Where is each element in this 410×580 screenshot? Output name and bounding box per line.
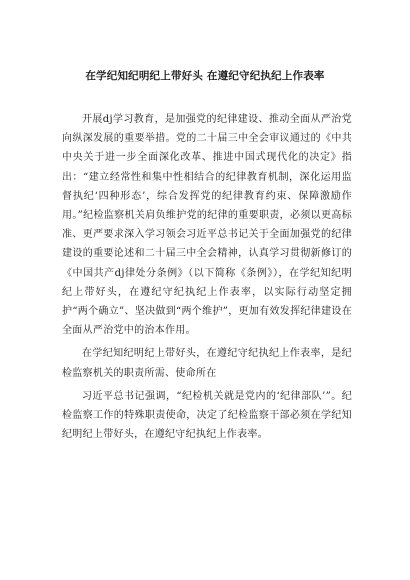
paragraph-quote: 习近平总书记强调，“纪检机关就是党内的‘纪律部队’”。纪检监察工作的特殊职责使命，决定了纪检监察干部必须在学纪知纪明纪上带好头，在遵纪守纪执纪上作表率。 [62,390,352,441]
document-body [62,110,352,444]
paragraph-intro: 开展dj学习教育，是加强党的纪律建设、推动全面从严治党向纵深发展的重要举措。党的二十届三中全会审议通过的《中共中央关于进一步全面深化改革、推进中国式现代化的决定》指出：“建立经常性和集中性相结合的纪律教育机制，深化运用监督执纪‘四种形态’，综合发挥党的纪律教育约束、保障激励作用。”纪检监察机关肩负维护党的纪律的重要职责，必须以更高标准、更严要求深入学习领会习近平总书记关于全面加强党的纪律建设的重要论述和二十届三中全会精神，认真学习贯彻新修订的《中国共产dj律处分条例》（以下简称《条例》），在学纪知纪明纪上带好头，在遵纪守纪执纪上作表率，以实际行动坚定拥护“两个确立”、坚决做到“两个维护”，更加有效发挥纪律建设在全面从严治党中的治本作用。 [62,114,352,337]
document-title: 在学纪知纪明纪上带好头 在遵纪守纪执纪上作表率 [85,70,325,82]
paragraph-heading: 在学纪知纪明纪上带好头，在遵纪守纪执纪上作表率，是纪检监察机关的职责所需、使命所在 [62,348,352,379]
